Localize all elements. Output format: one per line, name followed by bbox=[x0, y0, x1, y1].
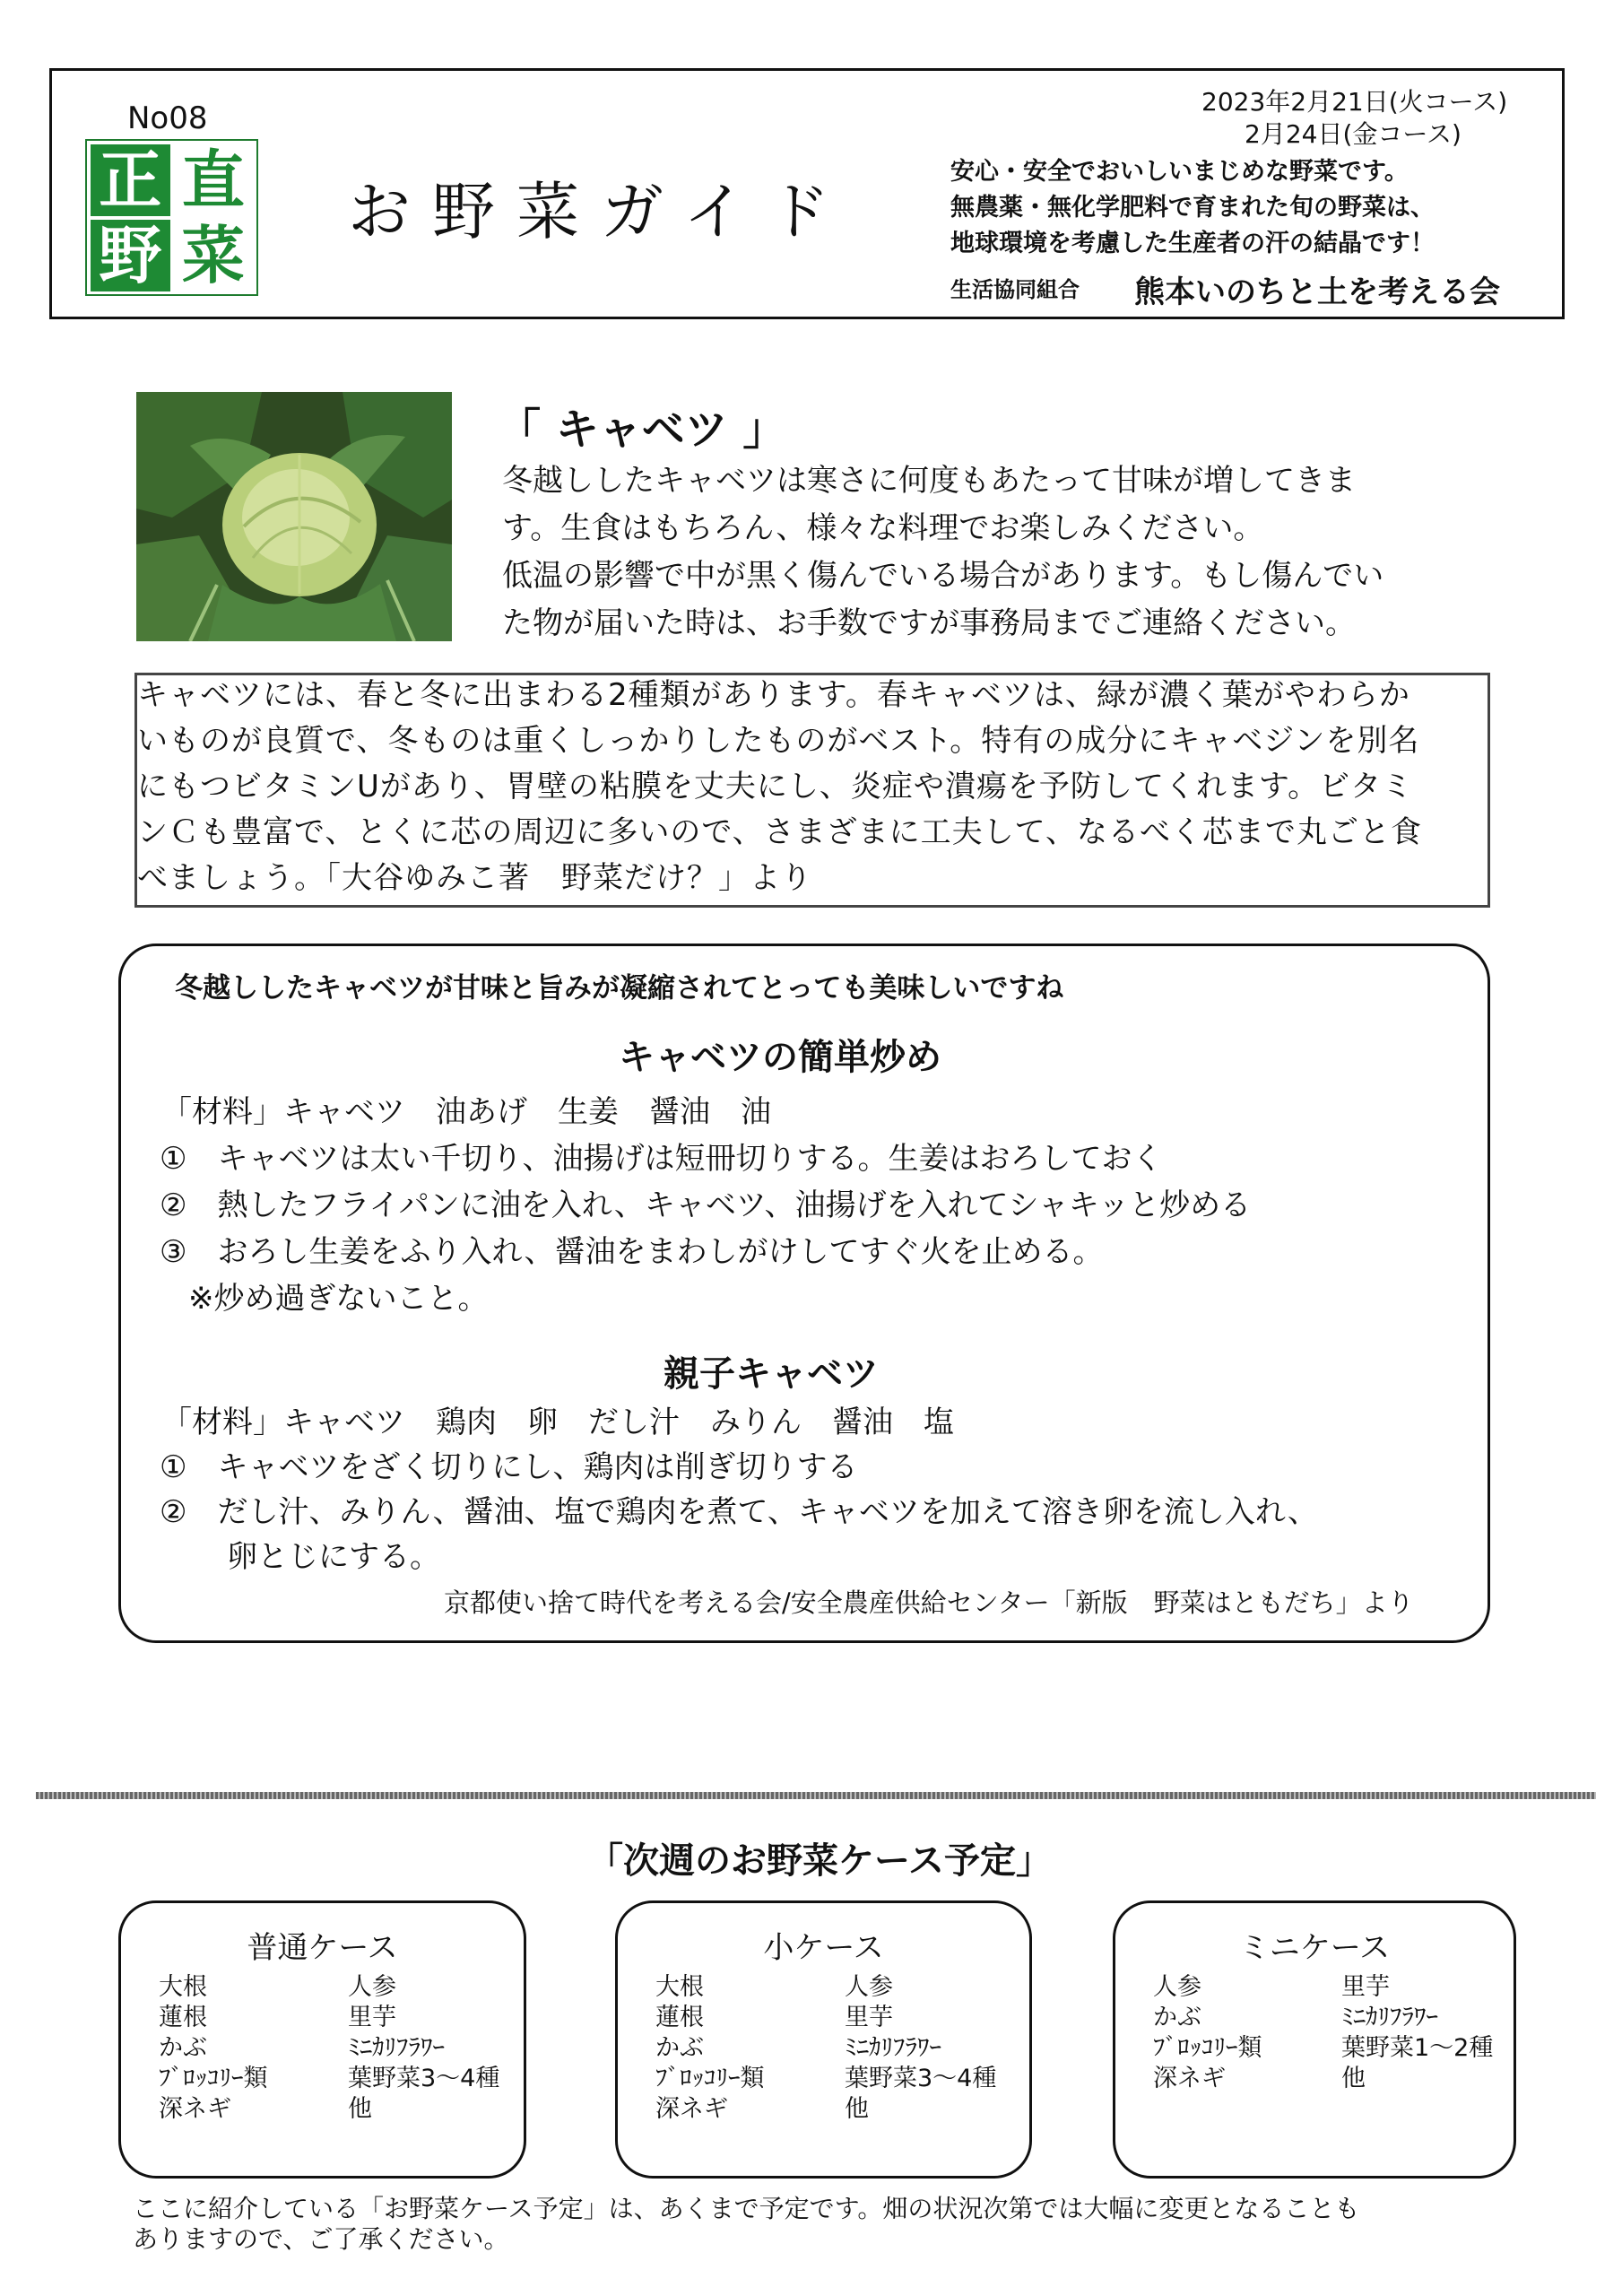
recipe-step: ① キャベツをざく切りにし、鶏肉は削ぎ切りする bbox=[160, 1449, 858, 1485]
case-item: 葉野菜3～4種 bbox=[348, 2065, 500, 2092]
case-item: 蓮根 bbox=[655, 2004, 704, 2031]
info-text bbox=[137, 673, 1491, 901]
issue-number: No08 bbox=[127, 100, 208, 136]
case-list-right bbox=[1341, 1972, 1493, 2094]
coop-name: 熊本いのちと土を考える会 bbox=[1134, 274, 1500, 310]
next-week-heading: 「次週のお野菜ケース予定」 bbox=[587, 1840, 1052, 1882]
case-item: ﾌﾞﾛｯｺﾘｰ類 bbox=[1153, 2034, 1262, 2062]
case-list-left bbox=[159, 1972, 268, 2125]
disclaimer-line: ここに紹介している「お野菜ケース予定」は、あくまで予定です。畑の状況次第では大幅に変更となることも bbox=[133, 2194, 1360, 2223]
case-item: 里芋 bbox=[348, 2004, 396, 2031]
disclaimer bbox=[133, 2194, 1531, 2255]
case-item: 里芋 bbox=[845, 2004, 893, 2031]
tagline bbox=[950, 154, 1435, 262]
case-item: 深ネギ bbox=[1153, 2065, 1226, 2092]
case-title: 小ケース bbox=[763, 1930, 884, 1966]
case-item: ﾌﾞﾛｯｺﾘｰ類 bbox=[655, 2065, 765, 2092]
intro-line: た物が届いた時は、お手数ですが事務局までご連絡ください。 bbox=[502, 605, 1356, 641]
recipe-step: ① キャベツは太い千切り、油揚げは短冊切りする。生姜はおろしておく bbox=[160, 1141, 1163, 1177]
date-line: 2023年2月21日(火コース) bbox=[1201, 87, 1508, 117]
feature-intro bbox=[502, 457, 1488, 648]
date-line: 2月24日(金コース) bbox=[1245, 119, 1462, 149]
recipe-ingredients: 「材料」キャベツ 油あげ 生姜 醤油 油 bbox=[161, 1094, 771, 1130]
case-list-right bbox=[845, 1972, 996, 2125]
case-title: 普通ケース bbox=[247, 1930, 398, 1966]
case-item: かぶ bbox=[655, 2034, 704, 2062]
case-item: 他 bbox=[1341, 2065, 1366, 2092]
case-item: ﾐﾆｶﾘﾌﾗﾜｰ bbox=[348, 2034, 445, 2062]
cabbage-photo bbox=[136, 392, 452, 641]
recipe-step: ② だし汁、みりん、醤油、塩で鶏肉を煮て、キャベツを加えて溶き卵を流し入れ、 bbox=[160, 1494, 1318, 1530]
case-list-right bbox=[348, 1972, 499, 2125]
intro-line: 冬越ししたキャベツは寒さに何度もあたって甘味が増してきま bbox=[502, 463, 1356, 499]
info-line: べましょう。「大谷ゆみこ著 野菜だけ？」より bbox=[137, 860, 812, 896]
recipe-ingredients: 「材料」キャベツ 鶏肉 卵 だし汁 みりん 醤油 塩 bbox=[161, 1405, 954, 1440]
tagline-line: 地球環境を考慮した生産者の汗の結晶です！ bbox=[950, 230, 1435, 257]
case-item: 他 bbox=[845, 2095, 869, 2123]
case-list-left bbox=[655, 1972, 765, 2125]
case-item: かぶ bbox=[159, 2034, 207, 2062]
info-line: ンＣも豊富で、とくに芯の周辺に多いので、さまざまに工夫して、なるべく芯まで丸ごと食 bbox=[137, 814, 1422, 850]
info-line: にもつビタミンUがあり、胃壁の粘膜を丈夫にし、炎症や潰瘍を予防してくれます。ビタミ bbox=[137, 769, 1414, 804]
case-item: 深ネギ bbox=[655, 2095, 728, 2123]
case-item: ﾐﾆｶﾘﾌﾗﾜｰ bbox=[845, 2034, 941, 2062]
logo-char: 直 bbox=[174, 144, 254, 216]
case-item: 人参 bbox=[1153, 1973, 1201, 2001]
logo-char: 正 bbox=[91, 144, 170, 216]
case-item: かぶ bbox=[1153, 2004, 1201, 2031]
case-item: 大根 bbox=[655, 1973, 704, 2001]
case-mini bbox=[1113, 1900, 1516, 2179]
case-small bbox=[615, 1900, 1032, 2179]
case-item: 葉野菜3～4種 bbox=[845, 2065, 997, 2092]
recipe-step-continued: 卵とじにする。 bbox=[227, 1539, 440, 1575]
case-item: 葉野菜1～2種 bbox=[1341, 2034, 1494, 2062]
intro-line: 低温の影響で中が黒く傷んでいる場合があります。もし傷んでい bbox=[502, 558, 1384, 594]
tagline-line: 安心・安全でおいしいまじめな野菜です。 bbox=[950, 158, 1409, 186]
coop-prefix: 生活協同組合 bbox=[950, 277, 1080, 302]
case-list-left bbox=[1153, 1972, 1262, 2094]
logo-char: 野 bbox=[91, 220, 170, 291]
logo-char: 菜 bbox=[174, 220, 254, 291]
case-item: 深ネギ bbox=[159, 2095, 231, 2123]
disclaimer-line: ありますので、ご了承ください。 bbox=[133, 2224, 509, 2254]
recipe-step: ② 熱したフライパンに油を入れ、キャベツ、油揚げを入れてシャキッと炒める bbox=[160, 1187, 1252, 1223]
page-title: お野菜ガイド bbox=[348, 175, 852, 248]
info-line: キャベツには、春と冬に出まわる2種類があります。春キャベツは、緑が濃く葉がやわらか bbox=[137, 677, 1410, 713]
case-item: 蓮根 bbox=[159, 2004, 207, 2031]
case-regular bbox=[118, 1900, 526, 2179]
recipe-lead: 冬越ししたキャベツが甘味と旨みが凝縮されてとっても美味しいですね bbox=[175, 972, 1064, 1004]
recipe-step: ③ おろし生姜をふり入れ、醤油をまわしがけしてすぐ火を止める。 bbox=[160, 1234, 1104, 1270]
intro-line: す。生食はもちろん、様々な料理でお楽しみください。 bbox=[502, 510, 1264, 546]
recipe-note: ※炒め過ぎないこと。 bbox=[188, 1281, 489, 1317]
recipe-title: キャベツの簡単炒め bbox=[619, 1037, 941, 1078]
case-item: 人参 bbox=[845, 1973, 893, 2001]
case-item: 里芋 bbox=[1341, 1973, 1390, 2001]
feature-heading: 「 キャベツ 」 bbox=[498, 404, 786, 455]
recipe-title: 親子キャベツ bbox=[664, 1353, 879, 1395]
case-item: 他 bbox=[348, 2095, 372, 2123]
info-line: いものが良質で、冬ものは重くしっかりしたものがベスト。特有の成分にキャベジンを別名 bbox=[137, 723, 1420, 759]
case-item: ﾌﾞﾛｯｺﾘｰ類 bbox=[159, 2065, 268, 2092]
logo bbox=[85, 139, 258, 296]
case-item: 人参 bbox=[348, 1973, 396, 2001]
section-divider bbox=[36, 1792, 1596, 1799]
case-item: 大根 bbox=[159, 1973, 207, 2001]
case-title: ミニケース bbox=[1238, 1930, 1391, 1966]
case-item: ﾐﾆｶﾘﾌﾗﾜｰ bbox=[1341, 2004, 1438, 2031]
recipe-source: 京都使い捨て時代を考える会/安全農産供給センター「新版 野菜はともだち」より bbox=[444, 1587, 1414, 1618]
tagline-line: 無農薬・無化学肥料で育まれた旬の野菜は、 bbox=[950, 194, 1435, 222]
